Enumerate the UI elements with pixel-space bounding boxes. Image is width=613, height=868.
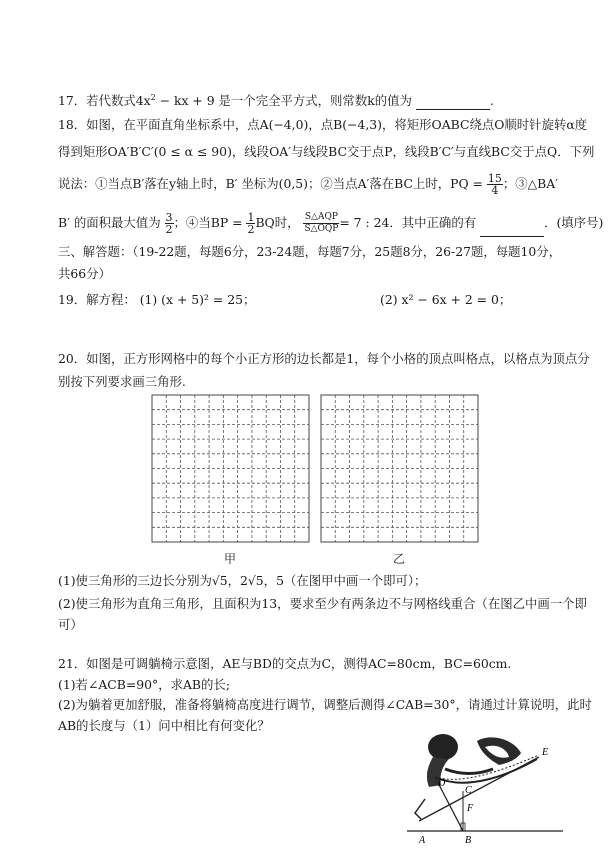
question-21-line2: (1)若∠ACB=90°，求AB的长; — [58, 677, 230, 692]
question-18-line1: 18．如图，在平面直角坐标系中，点A(−4,0)，点B(−4,3)，将矩形OABC绕点O顺时针旋转α度 — [58, 117, 588, 132]
section-3-header-cont: 共66分） — [58, 266, 111, 281]
question-20-req2-cont: 可） — [58, 617, 83, 632]
label-e: E — [542, 747, 549, 758]
person-arm-icon — [445, 769, 493, 774]
answer-blank-18[interactable] — [480, 210, 544, 237]
question-21-line3: (2)为躺着更加舒服，准备将躺椅高度进行调节，调整后测得∠CAB=30°，请通过计算说明，此时 — [58, 697, 592, 712]
question-20-req2: (2)使三角形为直角三角形，且面积为13，要求至少有两条边不与网格线重合（在图乙中画一个即 — [58, 596, 587, 611]
recliner-figure — [405, 725, 565, 845]
person-head-icon — [428, 734, 458, 760]
label-b: B — [465, 835, 472, 845]
grid-border — [152, 395, 309, 542]
area-fraction: $\frac{3}{2}$ — [165, 211, 173, 236]
grid-border — [321, 395, 478, 542]
answer-blank-17[interactable] — [416, 93, 490, 110]
question-20-line2: 别按下列要求画三角形. — [58, 374, 186, 389]
ratio-fraction: $\frac{\text{S△AQP}}{\text{S△OQP}}$ — [304, 212, 339, 234]
grid-yi-caption: 乙 — [393, 552, 406, 566]
grid-jia[interactable] — [151, 394, 310, 543]
grid-jia-caption: 甲 — [224, 552, 237, 566]
question-17: 17．若代数式$4x^2$ − kx + 9 是一个完全平方式，则常数k的值为 . — [58, 93, 494, 109]
bp-fraction: $\frac{1}{2}$ — [247, 211, 255, 236]
question-19-part2: (2) x² − 6x + 2 = 0； — [380, 292, 512, 307]
label-a: A — [419, 835, 426, 845]
question-18-line3: 说法：①当点B′落在y轴上时，B′ 坐标为(0,5)；②当点A′落在BC上时，PQ = $\frac{15}{4}$ ；③△BA′ — [58, 172, 559, 197]
question-18-line2: 得到矩形OA′B′C′(0 ≤ α ≤ 90)，线段OA′与线段BC交于点P，线段B′C′与直线BC交于点Q．下列 — [58, 144, 595, 159]
person-leg-icon — [415, 799, 425, 819]
section-3-header: 三、解答题：（19-22题，每题6分，23-24题，每题7分，25题8分，26-27题，每题10分， — [58, 244, 562, 259]
label-f: F — [467, 803, 474, 814]
grid-yi[interactable] — [320, 394, 479, 543]
question-20-line1: 20．如图，正方形网格中的每个小正方形的边长都是1，每个小格的顶点叫格点，以格点为顶点分 — [58, 351, 590, 366]
question-21-line4: AB的长度与（1）问中相比有何变化？ — [58, 718, 270, 733]
pq-fraction: $\frac{15}{4}$ — [487, 172, 502, 197]
question-21-line1: 21．如图是可调躺椅示意图，AE与BD的交点为C，测得AC=80cm，BC=60cm. — [58, 656, 512, 671]
question-20-req1: (1)使三角形的三边长分别为√5，2√5，5（在图甲中画一个即可）； — [58, 573, 427, 588]
label-d: D — [438, 778, 446, 789]
label-c: C — [465, 785, 472, 796]
question-19: 19．解方程： (1) (x + 5)² = 25； — [58, 292, 256, 307]
question-18-line4: B′ 的面积最大值为 $\frac{3}{2}$ ；④当BP = $\frac{1}{2}$ BQ时， $\frac{\text{S△AQP}}{\text{S△OQP}}$ = 7 : 24．其中正确的有 ．(填序号) — [58, 211, 604, 236]
